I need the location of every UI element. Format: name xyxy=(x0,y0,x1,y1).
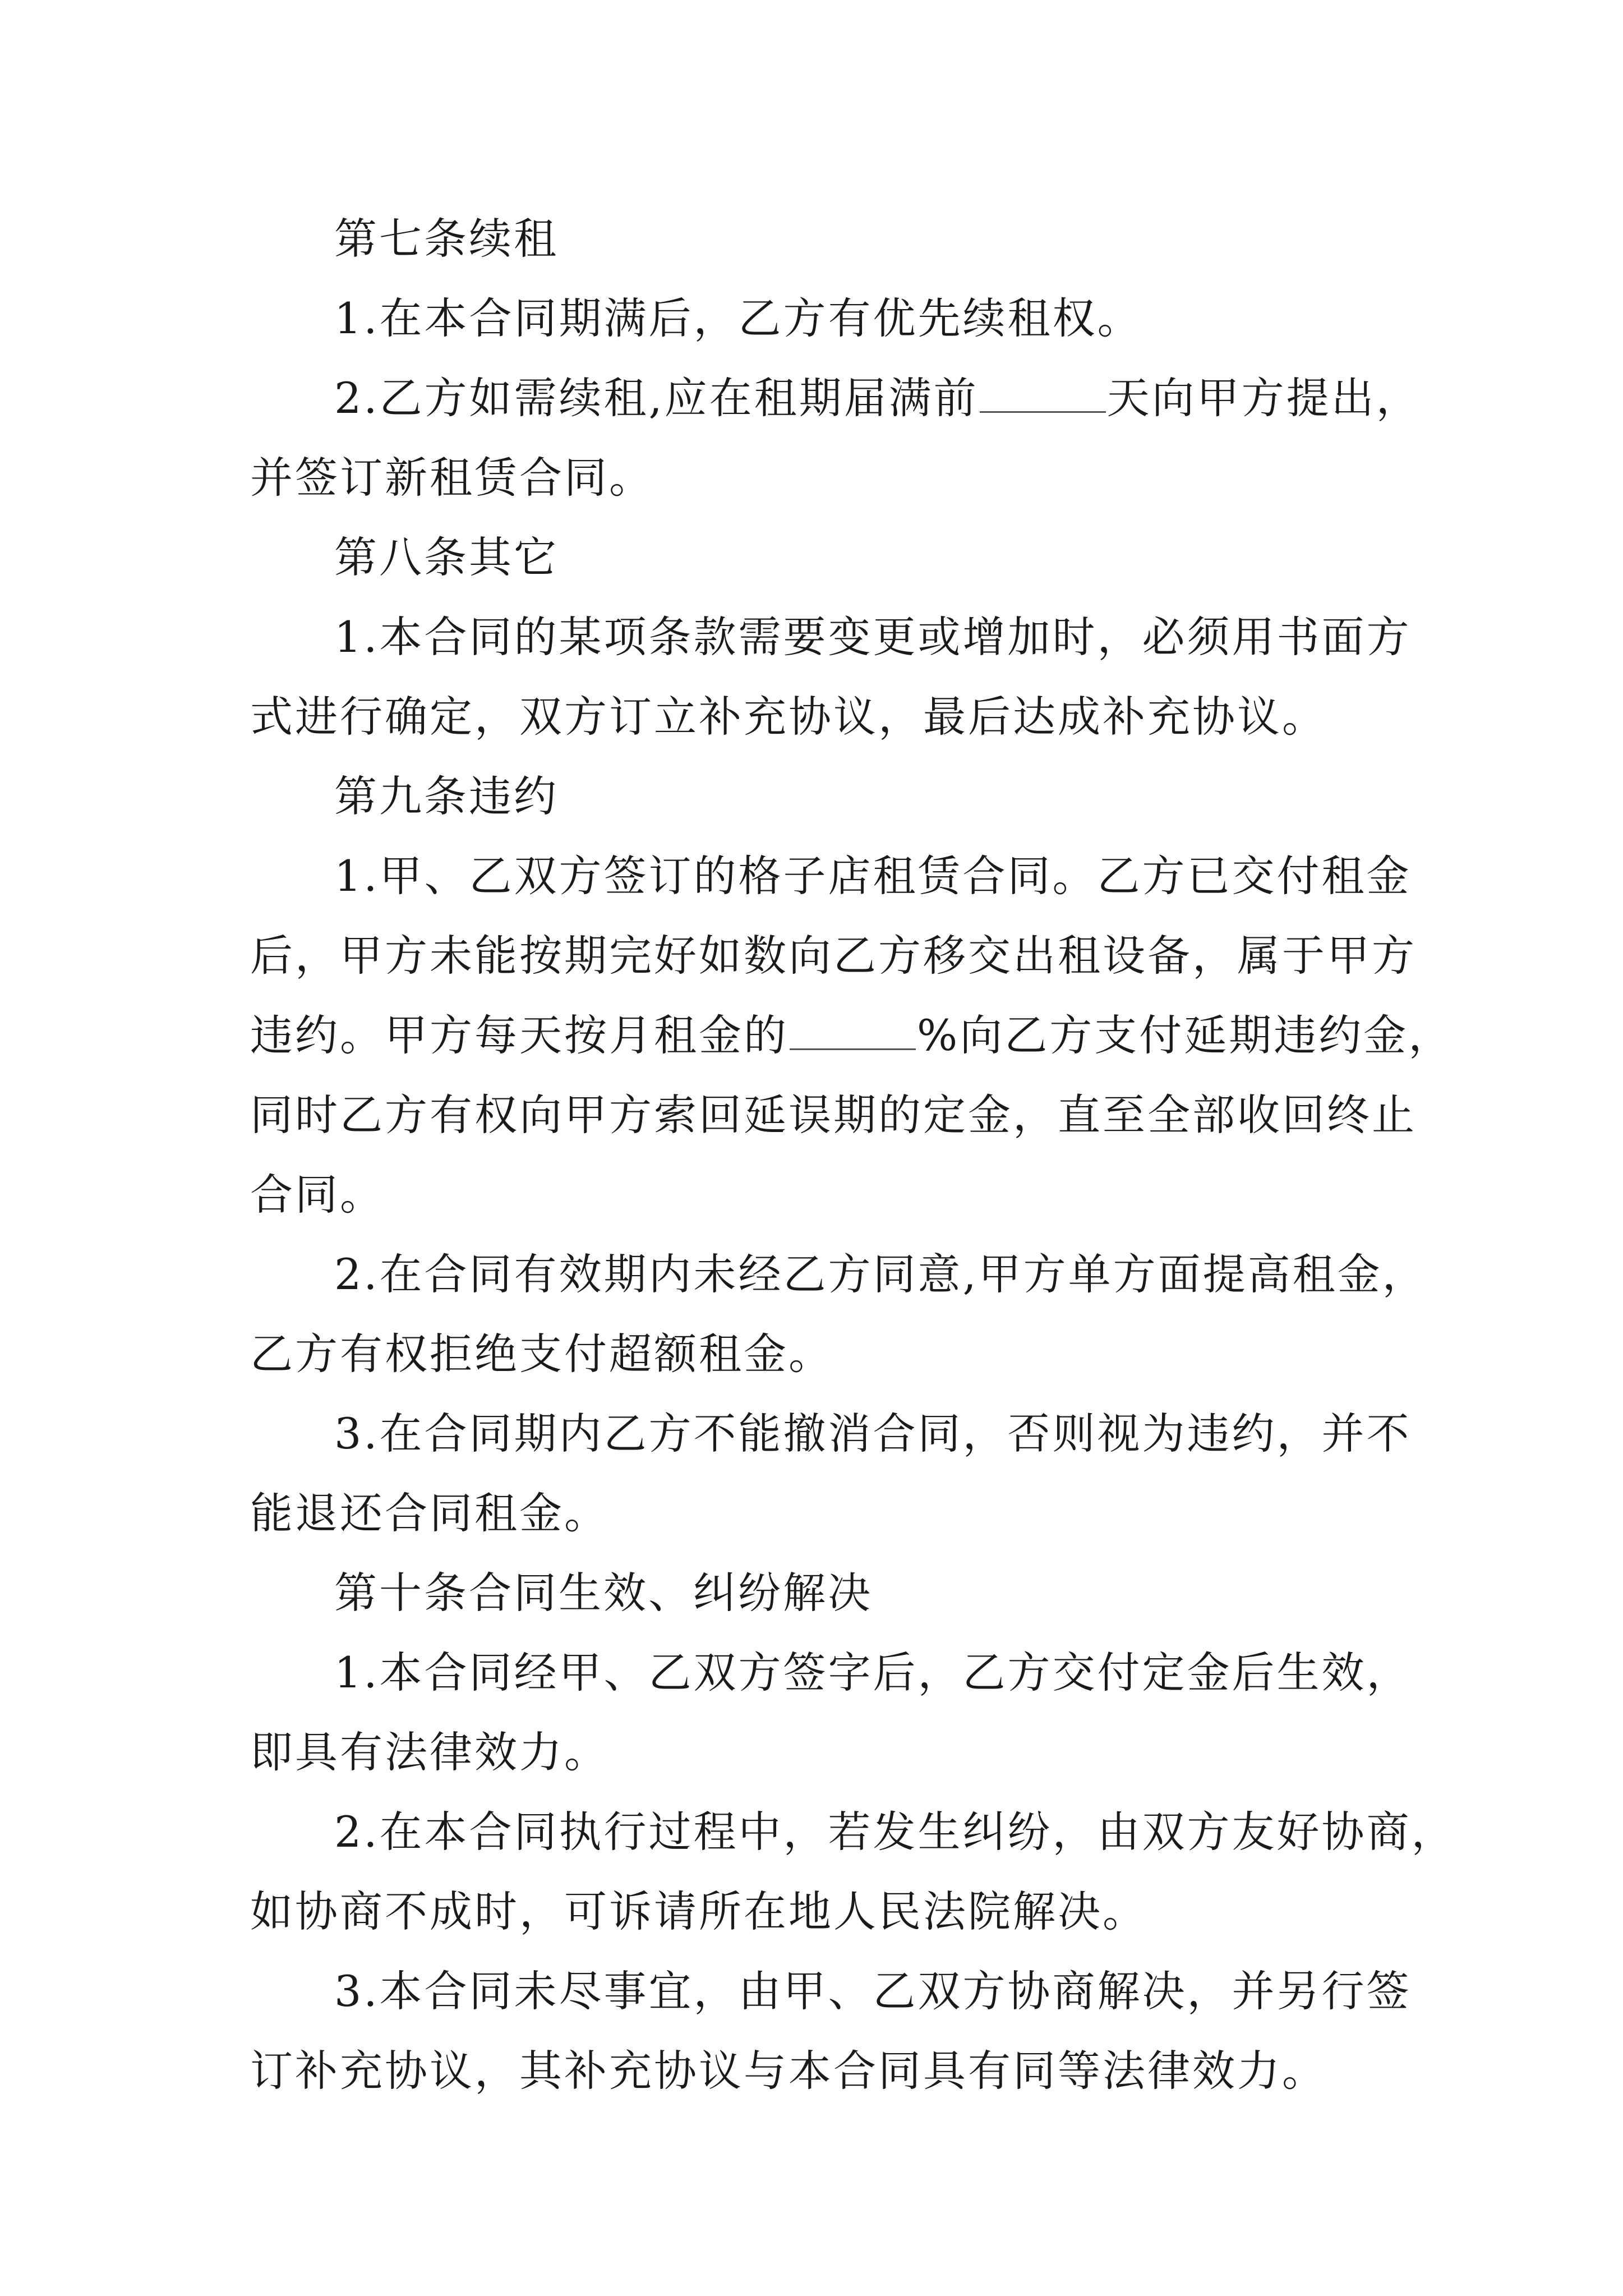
article-10-item-2-line-1: 2.在本合同执行过程中，若发生纠纷，由双方友好协商， xyxy=(334,1807,1456,1857)
article-9-item-1-line-5: 合同。 xyxy=(250,1170,385,1220)
article-9-item-1-line-1: 1.甲、乙双方签订的格子店租赁合同。乙方已交付租金 xyxy=(334,851,1412,901)
article-9-item-2-line-2: 乙方有权拒绝支付超额租金。 xyxy=(250,1329,833,1379)
article-9-heading: 第九条违约 xyxy=(334,771,559,821)
article-7-item-2-text-a: 2.乙方如需续租,应在租期届满前 xyxy=(334,373,979,423)
article-10-item-2-line-2: 如协商不成时，可诉请所在地人民法院解决。 xyxy=(250,1887,1147,1936)
days-blank-field xyxy=(980,372,1106,413)
percent-blank-field xyxy=(790,1009,916,1050)
article-9-item-2-line-1: 2.在合同有效期内未经乙方同意,甲方单方面提高租金， xyxy=(334,1249,1427,1299)
article-8-heading: 第八条其它 xyxy=(334,532,559,582)
article-7-item-1: 1.在本合同期满后，乙方有优先续租权。 xyxy=(334,293,1142,343)
article-9-item-1-line-2: 后，甲方未能按期完好如数向乙方移交出租设备，属于甲方 xyxy=(250,931,1417,981)
article-7-item-2-line-2: 并签订新租赁合同。 xyxy=(250,453,654,503)
article-10-item-1-line-1: 1.本合同经甲、乙双方签字后，乙方交付定金后生效， xyxy=(334,1648,1412,1697)
article-9-item-1-line-3 xyxy=(250,996,1454,1075)
article-9-item-1-line-4: 同时乙方有权向甲方索回延误期的定金，直至全部收回终止 xyxy=(250,1090,1417,1140)
article-9-item-3-line-1: 3.在合同期内乙方不能撤消合同，否则视为违约，并不 xyxy=(334,1409,1412,1458)
article-10-item-3-line-1: 3.本合同未尽事宜，由甲、乙双方协商解决，并另行签 xyxy=(334,1966,1412,2016)
article-7-item-2-text-b: 天向甲方提出， xyxy=(1106,373,1421,423)
article-9-item-3-line-2: 能退还合同租金。 xyxy=(250,1488,609,1538)
article-9-item-1-text-a: 违约。甲方每天按月租金的 xyxy=(250,1010,789,1060)
document-body xyxy=(250,199,1456,2111)
article-8-item-1-line-2: 式进行确定，双方订立补充协议，最后达成补充协议。 xyxy=(250,692,1327,742)
article-9-item-1-text-b: %向乙方支付延期违约金， xyxy=(917,1010,1454,1060)
article-7-heading: 第七条续租 xyxy=(334,214,559,264)
article-8-item-1-line-1: 1.本合同的某项条款需要变更或增加时，必须用书面方 xyxy=(334,612,1412,662)
article-10-item-3-line-2: 订补充协议，其补充协议与本合同具有同等法律效力。 xyxy=(250,2046,1327,2096)
article-10-item-1-line-2: 即具有法律效力。 xyxy=(250,1727,609,1777)
article-7-item-2-line-1 xyxy=(250,358,1421,438)
article-10-heading: 第十条合同生效、纠纷解决 xyxy=(334,1568,873,1618)
